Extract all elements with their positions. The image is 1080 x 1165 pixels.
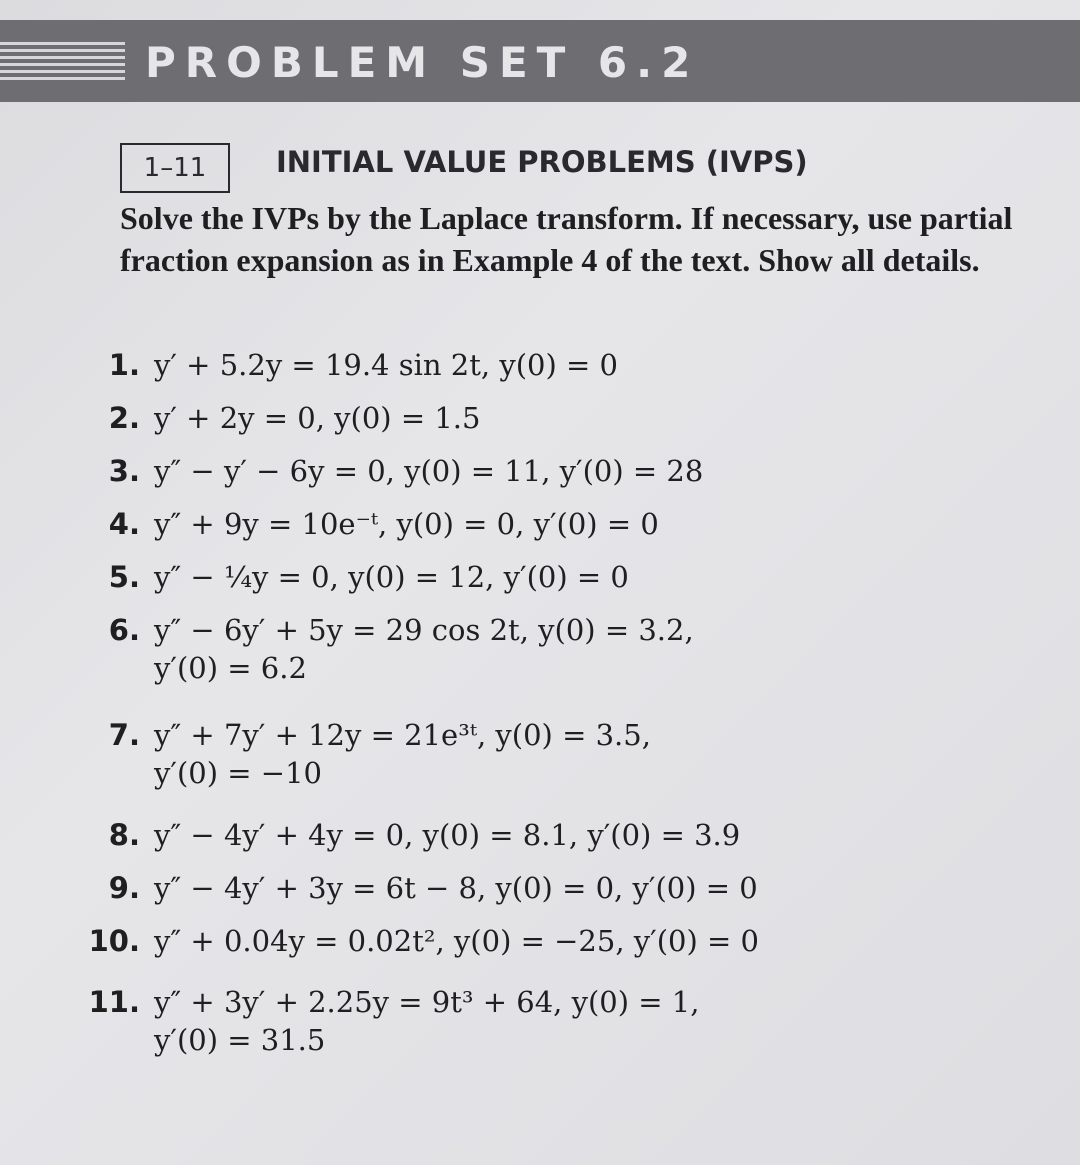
problem-item [88, 507, 659, 541]
problem-range-box: 1–11 [120, 143, 230, 193]
problem-number: 3. [108, 454, 140, 488]
problem-item [88, 454, 703, 488]
problem-equation: y″ + 7y′ + 12y = 21e³ᵗ, y(0) = 3.5, [154, 718, 651, 752]
problem-continuation: y′(0) = 31.5 [154, 1023, 326, 1057]
problem-equation: y′ + 2y = 0, y(0) = 1.5 [154, 401, 481, 435]
problem-number: 10. [88, 924, 140, 958]
problem-item [88, 818, 740, 852]
problem-number: 5. [108, 560, 140, 594]
header-stripes-decoration [0, 42, 125, 82]
problem-continuation: y′(0) = −10 [154, 756, 322, 790]
problem-equation: y″ + 3y′ + 2.25y = 9t³ + 64, y(0) = 1, [154, 985, 700, 1019]
problem-item [88, 924, 759, 958]
problem-number: 4. [108, 507, 140, 541]
problem-equation: y″ − ¼y = 0, y(0) = 12, y′(0) = 0 [154, 560, 629, 594]
problem-number: 2. [108, 401, 140, 435]
problem-equation: y″ − 6y′ + 5y = 29 cos 2t, y(0) = 3.2, [154, 613, 694, 647]
problem-item [88, 613, 694, 685]
problem-equation: y′ + 5.2y = 19.4 sin 2t, y(0) = 0 [154, 348, 618, 382]
problem-equation: y″ − 4y′ + 4y = 0, y(0) = 8.1, y′(0) = 3.9 [154, 818, 741, 852]
problem-equation: y″ + 0.04y = 0.02t², y(0) = −25, y′(0) = 0 [154, 924, 759, 958]
problem-item [88, 348, 618, 382]
problem-item [88, 560, 629, 594]
problem-number: 11. [88, 985, 140, 1019]
problem-item [88, 985, 699, 1057]
problem-number: 8. [108, 818, 140, 852]
problem-number: 9. [108, 871, 140, 905]
section-title: INITIAL VALUE PROBLEMS (IVPS) [276, 145, 808, 179]
problem-item [88, 718, 651, 790]
problem-item [88, 871, 758, 905]
problem-number: 7. [108, 718, 140, 752]
problem-continuation: y′(0) = 6.2 [154, 651, 307, 685]
problem-set-title: PROBLEM SET 6.2 [145, 38, 700, 87]
problem-equation: y″ − y′ − 6y = 0, y(0) = 11, y′(0) = 28 [154, 454, 704, 488]
problem-equation: y″ − 4y′ + 3y = 6t − 8, y(0) = 0, y′(0) = 0 [154, 871, 758, 905]
problem-item [88, 401, 480, 435]
problem-equation: y″ + 9y = 10e⁻ᵗ, y(0) = 0, y′(0) = 0 [154, 507, 659, 541]
instructions-text: Solve the IVPs by the Laplace transform. If necessary, use partial fraction expansion as in Example 4 of the text. Show all details. [120, 200, 1013, 278]
problem-number: 6. [108, 613, 140, 647]
problem-number: 1. [108, 348, 140, 382]
